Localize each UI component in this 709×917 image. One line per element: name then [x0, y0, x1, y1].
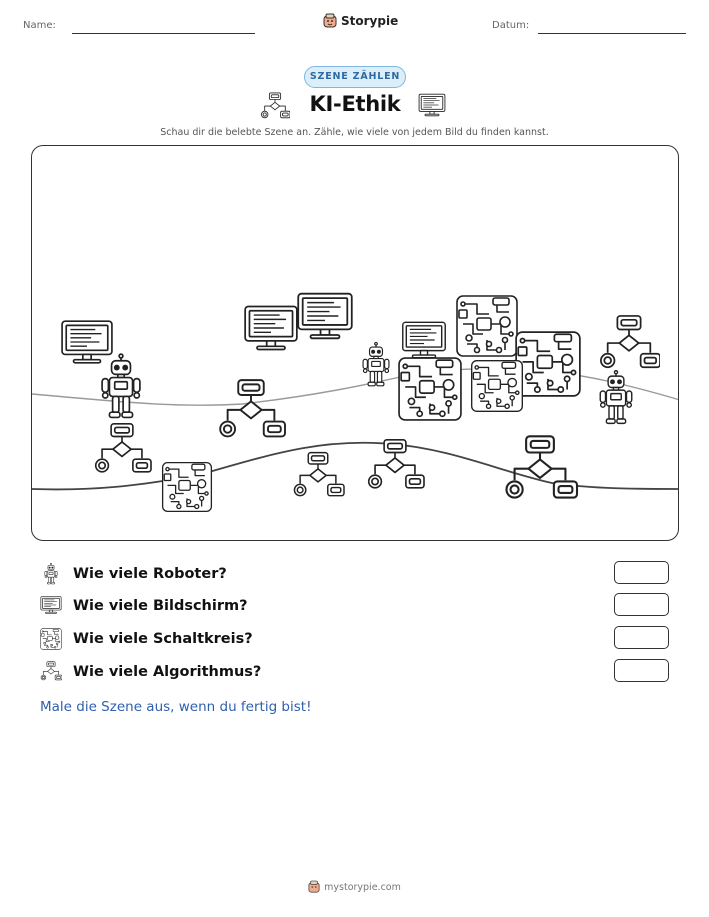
date-label: Datum:	[492, 20, 530, 31]
date-line[interactable]	[538, 33, 686, 34]
question-text: Wie viele Algorithmus?	[73, 664, 262, 680]
monitor-icon	[62, 321, 112, 363]
storypie-mascot-icon	[323, 13, 337, 29]
storypie-logo	[323, 13, 398, 29]
circuit-icon	[40, 628, 62, 650]
question-text: Wie viele Roboter?	[73, 566, 227, 582]
algorithm-icon	[220, 380, 285, 436]
circuit-icon	[472, 361, 523, 412]
circuit-icon	[457, 296, 517, 356]
monitor-icon	[245, 306, 297, 349]
circuit-icon	[516, 332, 580, 396]
algorithm-icon	[96, 424, 151, 472]
counting-scene	[31, 145, 679, 541]
answer-box-circuits[interactable]	[614, 626, 669, 649]
robot-icon	[102, 354, 140, 417]
question-text: Wie viele Bildschirm?	[73, 598, 248, 614]
question-circuits	[40, 626, 669, 652]
storypie-mascot-icon	[308, 880, 320, 894]
coloring-note: Male die Szene aus, wenn du fertig bist!	[40, 699, 312, 715]
robot-icon	[40, 563, 62, 585]
name-label: Name:	[23, 20, 56, 31]
monitor-icon	[418, 93, 446, 117]
answer-box-monitors[interactable]	[614, 593, 669, 616]
scene-illustration	[32, 146, 679, 541]
answer-box-algorithms[interactable]	[614, 659, 669, 682]
algorithm-icon	[260, 92, 290, 122]
question-text: Wie viele Schaltkreis?	[73, 631, 253, 647]
circuit-icon	[163, 463, 212, 512]
question-robots	[40, 561, 669, 587]
circuit-icon	[399, 358, 461, 420]
footer	[0, 880, 709, 894]
monitor-icon	[298, 294, 352, 339]
algorithm-icon	[601, 316, 660, 367]
answer-box-robots[interactable]	[614, 561, 669, 584]
monitor-icon	[40, 595, 62, 617]
brand-name: Storypie	[341, 14, 399, 28]
page-title: KI-Ethik	[309, 92, 401, 116]
question-monitors	[40, 593, 669, 619]
algorithm-icon	[40, 661, 62, 683]
robot-icon	[363, 343, 389, 386]
name-line[interactable]	[72, 33, 255, 34]
instruction-text: Schau dir die belebte Szene an. Zähle, wie viele von jedem Bild du finden kannst.	[160, 127, 549, 138]
activity-badge: SZENE ZÄHLEN	[304, 66, 406, 88]
robot-icon	[600, 371, 632, 424]
algorithm-icon	[506, 436, 577, 497]
footer-url: mystorypie.com	[324, 881, 401, 893]
question-algorithms	[40, 659, 669, 685]
algorithm-icon	[294, 453, 344, 496]
monitor-icon	[403, 322, 445, 357]
